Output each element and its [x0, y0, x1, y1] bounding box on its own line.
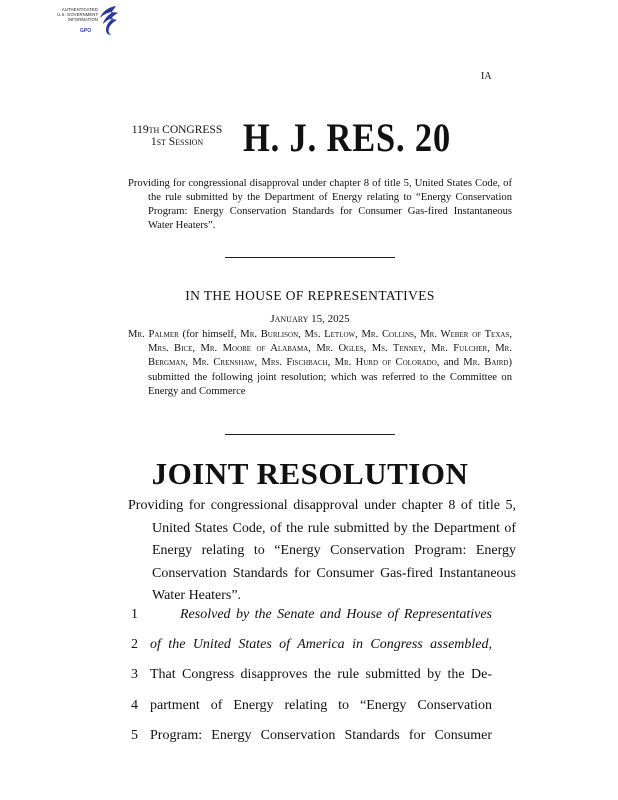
- text-line: [128, 600, 492, 630]
- text-line: [128, 721, 492, 751]
- cosponsor: Ms. Tenney: [371, 343, 424, 355]
- cosponsor: Mr. Crenshaw: [192, 357, 255, 369]
- line-number: 2: [131, 637, 138, 653]
- cosponsor: Mr. Moore of Alabama: [200, 343, 309, 355]
- sponsor-text: (for himself,: [178, 329, 241, 340]
- congress-session-block: [118, 124, 236, 148]
- resolution-text: [128, 600, 492, 751]
- bill-number: H. J. RES. 20: [243, 115, 452, 160]
- eagle-icon: [94, 4, 118, 38]
- sponsors-paragraph: Mr. Palmer (for himself, Mr. Burlison, Ms. Letlow, Mr. Collins, Mr. Weber of Texas, Mrs. Bice, Mr. Moore of Alabama, Mr. Ogles, Ms. Tenney, Mr. Fulcher, Mr. Bergman, Mr. Crenshaw, Mrs. Fischbach, Mr. Hurd of Colorado, and Mr. Baird) submitted the following joint resolution; which was referred to the Committee on Energy and Commerce: [128, 329, 513, 397]
- cosponsor: Mr. Bergman: [148, 343, 512, 369]
- line-number: 5: [131, 727, 138, 743]
- document-type-heading: JOINT RESOLUTION: [151, 456, 469, 491]
- divider: [225, 434, 395, 435]
- logo-line: AUTHENTICATED: [61, 7, 98, 12]
- line-text: Program: Energy Conservation Standards for Consumer: [150, 727, 492, 743]
- line-text: of the United States of America in Congress assembled,: [150, 637, 492, 653]
- introduction-date: January 15, 2025: [270, 313, 350, 325]
- cosponsor: Mr. Baird: [463, 357, 509, 369]
- divider: [225, 257, 395, 258]
- line-text: partment of Energy relating to “Energy Conservation: [150, 697, 492, 713]
- cosponsor: Mr. Burlison: [240, 329, 299, 340]
- line-text: Resolved by the Senate and House of Representatives: [180, 607, 492, 622]
- logo-abbr: GPO: [80, 28, 92, 34]
- cosponsor: Mr. Ogles: [316, 343, 364, 355]
- line-number: 1: [131, 607, 138, 622]
- text-line: [128, 660, 492, 690]
- logo-line: U.S. GOVERNMENT: [57, 12, 98, 17]
- congress-number: 119th CONGRESS: [131, 124, 223, 136]
- page-identifier: IA: [481, 71, 492, 82]
- cosponsor: Mrs. Fischbach: [261, 357, 328, 369]
- short-title: Providing for congressional disapproval under chapter 8 of title 5, United States Code, of the rule submitted by the Department of Energy relating to “Energy Conservation Program: Energy Conservation Standards for Consumer Gas-fired Instantaneous Water Heaters”.: [128, 178, 512, 231]
- session-number: 1st Session: [150, 136, 204, 148]
- text-line: [128, 691, 492, 721]
- cosponsor: Mr. Collins: [361, 329, 414, 340]
- cosponsor: Mr. Hurd of Colorado: [334, 357, 437, 369]
- line-number: 3: [131, 667, 138, 683]
- line-number: 4: [131, 697, 138, 713]
- lead-sponsor: Mr. Palmer: [128, 329, 179, 340]
- chamber-heading: IN THE HOUSE OF REPRESENTATIVES: [185, 288, 435, 303]
- official-title: Providing for congressional disapproval under chapter 8 of title 5, United States Code, of the rule submitted by the Department of Energy relating to “Energy Conservation Program: Energy Conservation Standards for Consumer Gas-fired Instantaneous Water Heaters”.: [128, 498, 516, 604]
- logo-line: INFORMATION: [67, 17, 98, 22]
- text-line: [128, 630, 492, 660]
- cosponsor: Ms. Letlow: [304, 329, 356, 340]
- cosponsor: Mr. Fulcher: [431, 343, 488, 355]
- gpo-authenticated-logo: [50, 4, 118, 38]
- cosponsor: Mrs. Bice: [148, 343, 193, 355]
- logo-text: [50, 7, 98, 22]
- sponsor-text: ) submitted the following joint resolution; which was referred to the Committee on Energy and Commerce: [148, 357, 513, 397]
- cosponsor: Mr. Weber of Texas: [420, 329, 510, 340]
- line-text: That Congress disapproves the rule submitted by the De-: [150, 667, 492, 683]
